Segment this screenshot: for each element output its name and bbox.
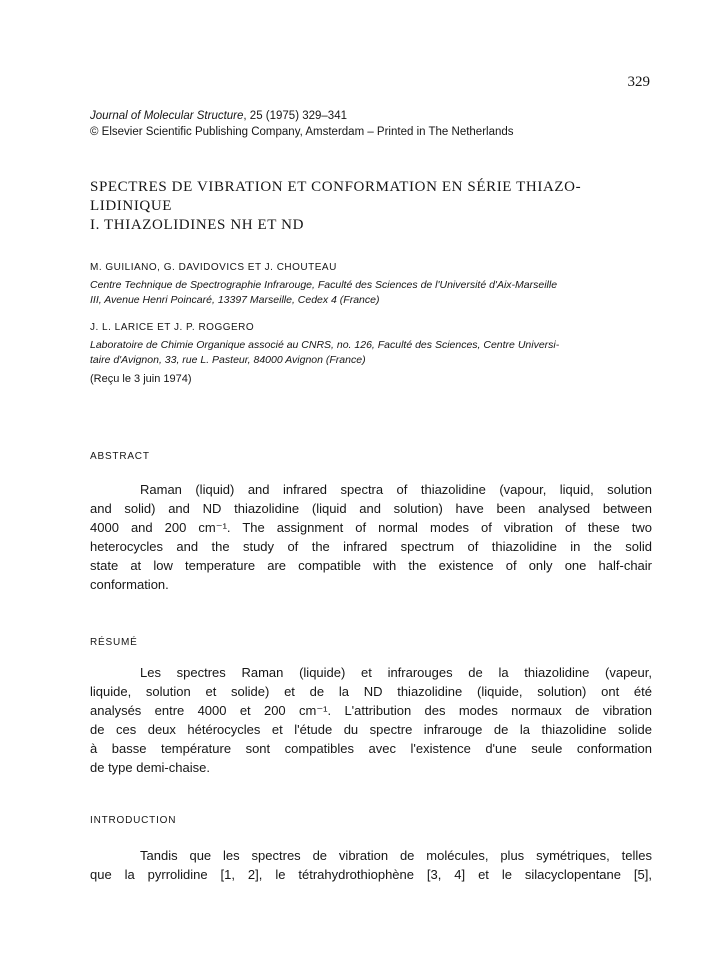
resume-line: liquide, solution et solide) et de la ND thiazolidine (liquide, solution) ont été [90,684,652,699]
abstract-line: 4000 and 200 cm⁻¹. The assignment of normal modes of vibration of these two [90,520,652,535]
journal-citation [90,110,347,122]
resume-line: Les spectres Raman (liquide) et infrarouges de la thiazolidine (vapeur, [140,665,652,680]
abstract-line: conformation. [90,577,169,592]
title-line: SPECTRES DE VIBRATION ET CONFORMATION EN SÉRIE THIAZO- [90,179,582,195]
abstract-heading: ABSTRACT [90,451,150,462]
resume-line: de type demi-chaise. [90,760,210,775]
title-line: LIDINIQUE [90,198,173,214]
abstract-line: and solid) and ND thiazolidine (liquid and solution) have been analysed between [90,501,652,516]
resume-line: analysés entre 4000 et 200 cm⁻¹. L'attribution des modes normaux de vibration [90,703,652,718]
affiliation-line: Laboratoire de Chimie Organique associé au CNRS, no. 126, Faculté des Sciences, Centre Universi- [90,339,560,351]
resume-paragraph [90,663,652,777]
abstract-line: heterocycles and the study of the infrared spectrum of thiazolidine in the solid [90,539,652,554]
copyright-line: © Elsevier Scientific Publishing Company, Amsterdam – Printed in The Netherlands [90,126,514,138]
affiliation-line: III, Avenue Henri Poincaré, 13397 Marseille, Cedex 4 (France) [90,294,380,306]
affiliation-line: Centre Technique de Spectrographie Infrarouge, Faculté des Sciences de l'Université d'Aix-Marseille [90,279,558,291]
article-title [90,178,660,235]
introduction-line: Tandis que les spectres de vibration de molécules, plus symétriques, telles [140,848,652,863]
resume-heading: RÉSUMÉ [90,637,138,648]
introduction-paragraph [90,846,652,884]
abstract-line: state at low temperature are compatible with the existence of only one half-chair [90,558,652,573]
affiliation-line: taire d'Avignon, 33, rue L. Pasteur, 84000 Avignon (France) [90,354,366,366]
authors-group-2: J. L. LARICE ET J. P. ROGGERO [90,322,255,333]
journal-name: Journal of Molecular Structure [90,110,244,122]
abstract-line: Raman (liquid) and infrared spectra of thiazolidine (vapour, liquid, solution [140,482,652,497]
abstract-paragraph [90,480,652,594]
resume-line: de ces deux hétérocycles et l'étude du spectre infrarouge de la thiazolidine solide [90,722,652,737]
received-date: (Reçu le 3 juin 1974) [90,373,192,385]
journal-reference: , 25 (1975) 329–341 [243,110,347,122]
title-line: I. THIAZOLIDINES NH ET ND [90,217,304,233]
resume-line: à basse température sont compatibles avec l'existence d'une seule conformation [90,741,652,756]
introduction-heading: INTRODUCTION [90,815,177,826]
authors-group-1: M. GUILIANO, G. DAVIDOVICS ET J. CHOUTEAU [90,262,337,273]
page-number: 329 [627,74,650,90]
introduction-line: que la pyrrolidine [1, 2], le tétrahydrothiophène [3, 4] et le silacyclopentane [5], [90,867,652,882]
affiliation-1 [90,278,655,308]
affiliation-2 [90,338,655,368]
